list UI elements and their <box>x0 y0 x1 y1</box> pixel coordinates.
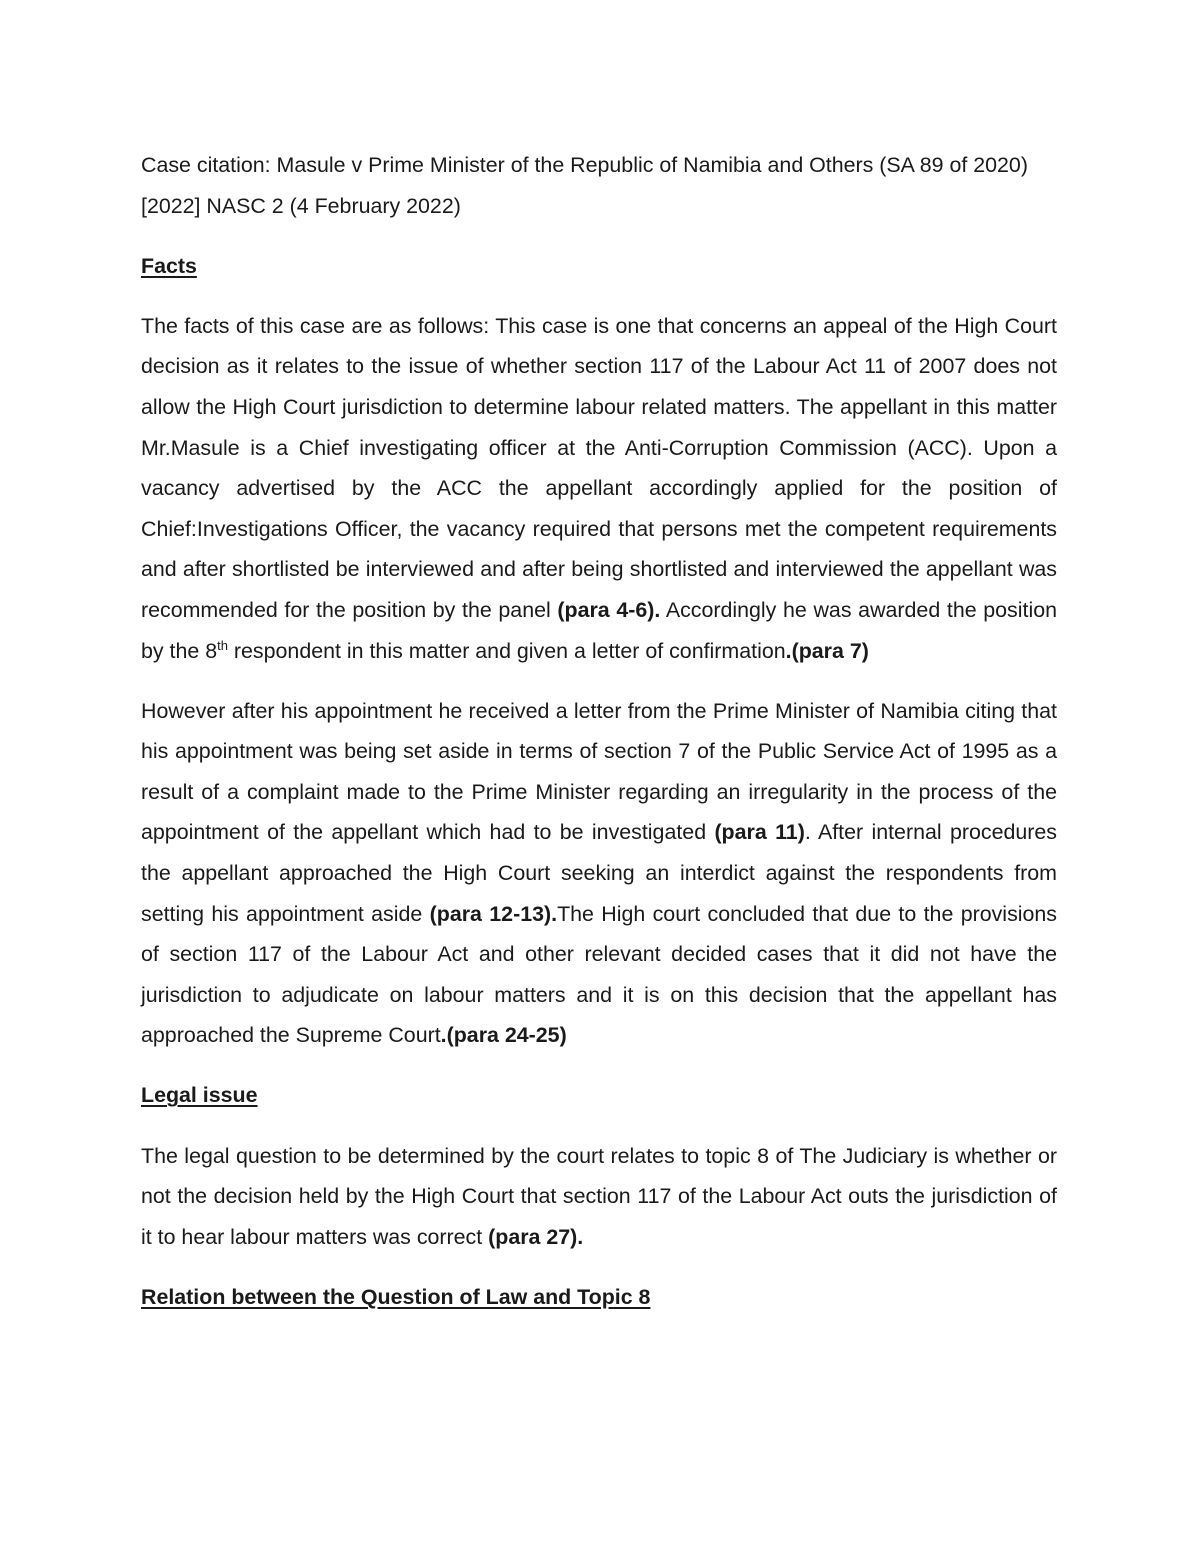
legal-issue-paragraph <box>141 1136 1057 1258</box>
facts-p1-ordinal-suffix: th <box>217 637 228 653</box>
facts-p1-text-2: Accordingly he was awarded the position by the 8 <box>141 597 1057 663</box>
facts-p1-text-3: respondent in this matter and given a letter of confirmation <box>227 638 786 663</box>
facts-p2-text-3: The High court concluded that due to the provisions of section 117 of the Labour Act and other relevant decided cases that it did not have the jurisdiction to adjudicate on labour matters and it is on this decision that the appellant has approached the Supreme Court <box>141 901 1057 1048</box>
facts-p1-ref-1: (para 4-6). <box>557 597 661 622</box>
facts-p2-text-2: . After internal procedures the appellant approached the High Court seeking an interdict against the respondents from setting his appointment aside <box>141 820 1057 926</box>
document-page <box>141 145 1057 1337</box>
facts-paragraph-2 <box>141 691 1057 1056</box>
legal-issue-text-1: The legal question to be determined by the court relates to topic 8 of The Judiciary is whether or not the decision held by the High Court that section 117 of the Labour Act outs the jurisdiction of it to hear labour matters was correct <box>141 1143 1057 1249</box>
legal-issue-heading: Legal issue <box>141 1083 258 1108</box>
facts-heading: Facts <box>141 253 197 278</box>
facts-p2-ref-2: (para 12-13). <box>429 901 558 926</box>
facts-p2-ref-3: .(para 24-25) <box>440 1023 567 1048</box>
legal-issue-ref-1: (para 27). <box>488 1224 584 1249</box>
facts-p1-text-1: The facts of this case are as follows: This case is one that concerns an appeal of the High Court decision as it relates to the issue of whether section 117 of the Labour Act 11 of 2007 does not allow the High Court jurisdiction to determine labour related matters. The appellant in this matter Mr.Masule is a Chief investigating officer at the Anti-Corruption Commission (ACC). Upon a vacancy advertised by the ACC the appellant accordingly applied for the position of Chief:Investigations Officer, the vacancy required that persons met the competent requirements and after shortlisted be interviewed and after being shortlisted and interviewed the appellant was recommended for the position by the panel <box>141 313 1057 622</box>
facts-paragraph-1 <box>141 306 1057 671</box>
case-citation: Case citation: Masule v Prime Minister of the Republic of Namibia and Others (SA 89 of 2020) [2022] NASC 2 (4 February 2022) <box>141 153 1028 218</box>
facts-p2-ref-1: (para 11) <box>714 820 805 845</box>
facts-p1-ref-2: .(para 7) <box>785 638 869 663</box>
facts-p2-text-1: However after his appointment he received a letter from the Prime Minister of Namibia citing that his appointment was being set aside in terms of section 7 of the Public Service Act of 1995 as a result of a complaint made to the Prime Minister regarding an irregularity in the process of the appointment of the appellant which had to be investigated <box>141 698 1057 845</box>
relation-heading: Relation between the Question of Law and Topic 8 <box>141 1284 651 1309</box>
